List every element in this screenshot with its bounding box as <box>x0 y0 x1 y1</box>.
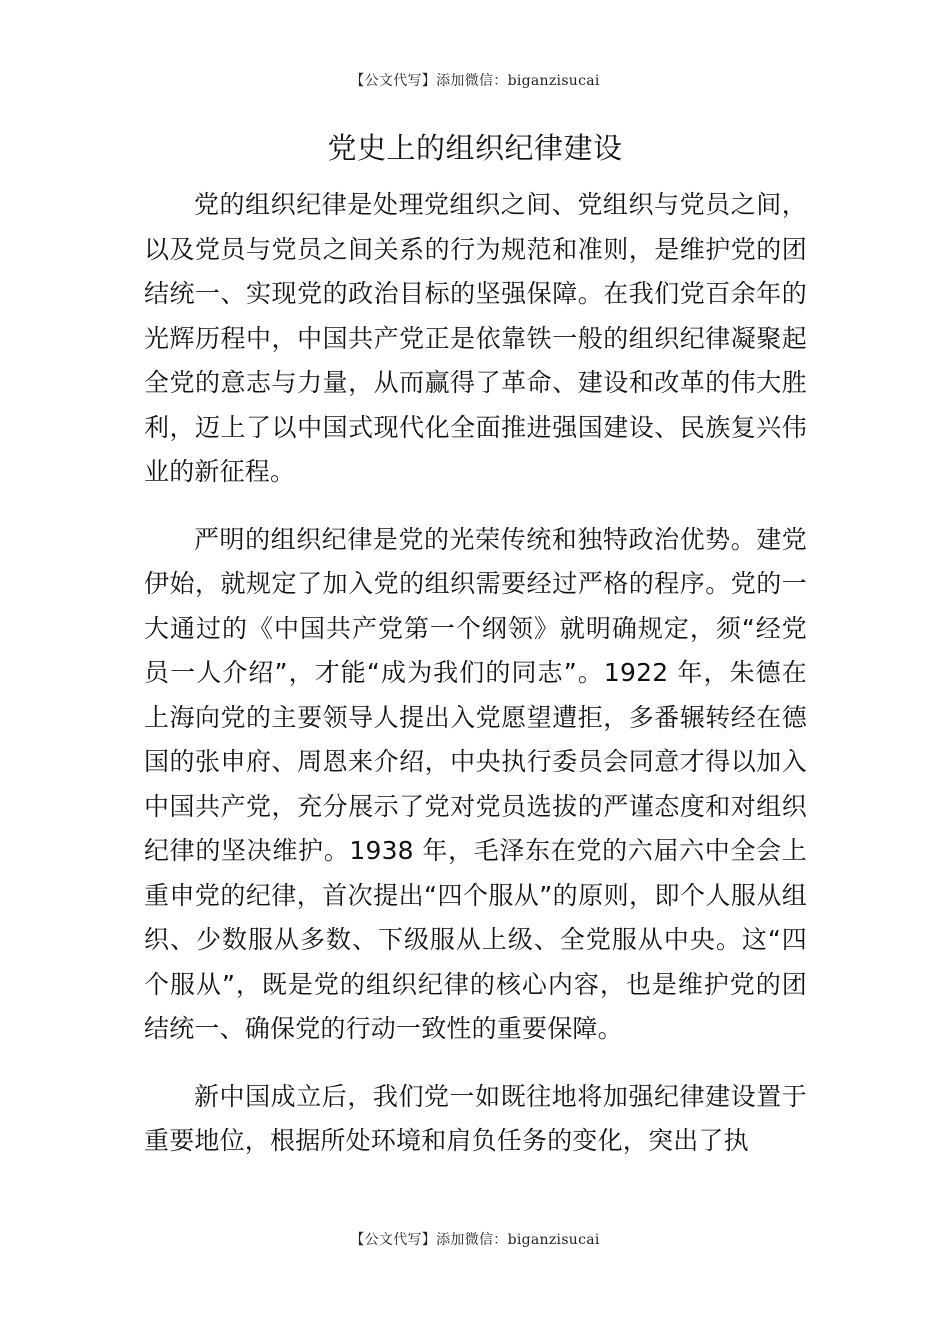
page-header: 【公文代写】添加微信：biganzisucai <box>350 73 600 89</box>
paragraph-1: 党的组织纪律是处理党组织之间、党组织与党员之间，以及党员与党员之间关系的行为规范和准则，是维护党的团结统一、实现党的政治目标的坚强保障。在我们党百余年的光辉历程中，中国共产党正是依靠铁一般的组织纪律凝聚起全党的意志与力量，从而赢得了革命、建设和改革的伟大胜利，迈上了以中国式现代化全面推进强国建设、民族复兴伟业的新征程。 <box>144 190 807 486</box>
page-footer: 【公文代写】添加微信：biganzisucai <box>350 1232 600 1248</box>
document-body <box>144 183 807 1187</box>
paragraph-2: 严明的组织纪律是党的光荣传统和独特政治优势。建党伊始，就规定了加入党的组织需要经过严格的程序。党的一大通过的《中国共产党第一个纲领》就明确规定，须“经党员一人介绍”，才能“成为我们的同志”。1922 年，朱德在上海向党的主要领导人提出入党愿望遭拒，多番辗转经在德国的张申府、周恩来介绍，中央执行委员会同意才得以加入中国共产党，充分展示了党对党员选拔的严谨态度和对组织纪律的坚决维护。1938 年，毛泽东在党的六届六中全会上重申党的纪律，首次提出“四个服从”的原则，即个人服从组织、少数服从多数、下级服从上级、全党服从中央。这“四个服从”，既是党的组织纪律的核心内容，也是维护党的团结统一、确保党的行动一致性的重要保障。 <box>144 524 807 1043</box>
document-title: 党史上的组织纪律建设 <box>327 131 623 165</box>
paragraph-3: 新中国成立后，我们党一如既往地将加强纪律建设置于重要地位，根据所处环境和肩负任务的变化，突出了执 <box>144 1081 807 1155</box>
